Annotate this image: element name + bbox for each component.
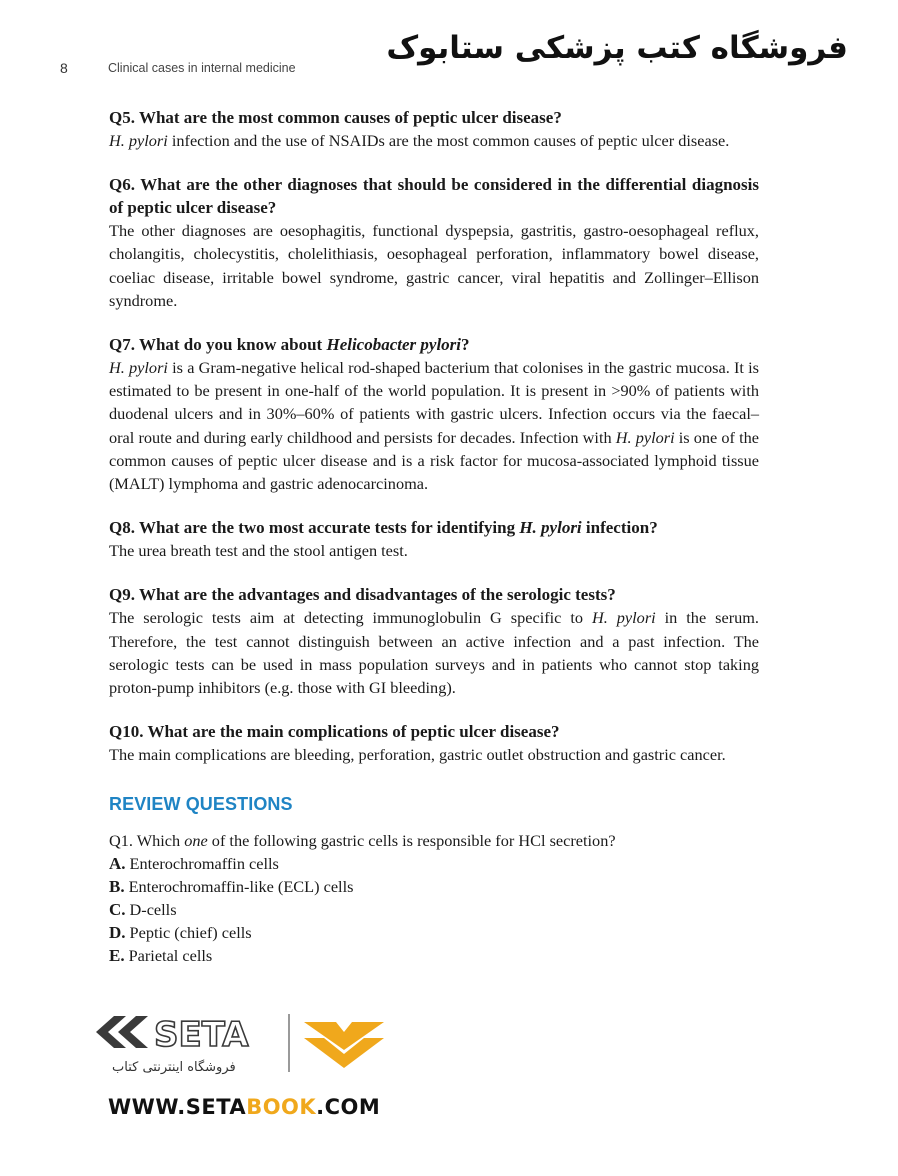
option-letter: C. xyxy=(109,900,126,920)
answer-segment: in the serum. Therefore, the test cannot distinguish between an active infection and a past infection. The serologic tests can be used in mass population surveys and in patients who cannot stop taking proton-pump inhibitors (e.g. those with GI bleeding). xyxy=(109,608,759,698)
question-text xyxy=(109,516,759,539)
stem-suffix: of the following gastric cells is responsible for HCl secretion? xyxy=(207,831,616,851)
question-segment: What are the main complications of peptic ulcer disease? xyxy=(147,722,560,742)
answer-segment: H. pylori xyxy=(109,358,168,378)
answer-text xyxy=(109,606,759,699)
question-text xyxy=(109,720,759,743)
question-segment: What are the most common causes of peptic ulcer disease? xyxy=(138,108,562,127)
answer-text xyxy=(109,539,759,562)
answer-text xyxy=(109,129,759,152)
question-segment: Helicobacter pylori xyxy=(326,335,462,355)
answer-segment: The serologic tests aim at detecting immunoglobulin G specific to xyxy=(109,608,592,628)
option-letter: E. xyxy=(109,946,125,966)
store-url xyxy=(108,1095,380,1119)
qa-item xyxy=(109,720,759,766)
main-content xyxy=(109,106,759,967)
answer-segment: The other diagnoses are oesophagitis, functional dyspepsia, gastritis, gastro-oesophageal reflux, cholangitis, cholecystitis, cholelithiasis, oesophageal perforation, inflammatory bowel disease, coeliac disease, irritable bowel syndrome, gastric cancer, viral hepatitis and Zollinger–Ellison syndrome. xyxy=(109,221,759,310)
answer-segment: H. pylori xyxy=(615,427,675,447)
question-number: Q9. xyxy=(109,585,135,605)
question-text xyxy=(109,106,759,129)
answer-segment: H. pylori xyxy=(109,131,168,150)
url-prefix: WWW.SETA xyxy=(108,1095,247,1119)
answer-text xyxy=(109,219,759,312)
stem-italic: one xyxy=(184,831,208,851)
qa-item xyxy=(109,333,759,495)
question-text xyxy=(109,333,759,356)
logo-tagline: فروشگاه اینترنتی کتاب xyxy=(112,1060,236,1075)
qa-item xyxy=(109,583,759,699)
option-letter: A. xyxy=(109,854,126,874)
question-number: Q7. xyxy=(109,335,135,355)
option-text: Enterochromaffin cells xyxy=(129,854,279,874)
review-question-stem xyxy=(109,829,759,852)
question-number: Q5. xyxy=(109,108,135,127)
answer-segment: H. pylori xyxy=(592,608,656,628)
answer-option xyxy=(109,852,759,875)
answer-option xyxy=(109,921,759,944)
option-text: Peptic (chief) cells xyxy=(129,923,252,943)
url-accent: BOOK xyxy=(246,1095,317,1119)
question-number: Q10. xyxy=(109,722,144,742)
answer-text xyxy=(109,356,759,495)
answer-segment: The urea breath test and the stool antigen test. xyxy=(109,541,408,561)
answer-option xyxy=(109,898,759,921)
setabook-logo xyxy=(92,1010,392,1095)
stem-prefix: Q1. Which xyxy=(109,831,185,851)
qa-list xyxy=(109,106,759,766)
question-text xyxy=(109,173,759,219)
double-chevron-icon xyxy=(96,1016,148,1048)
question-number: Q6. xyxy=(109,175,135,195)
running-title: Clinical cases in internal medicine xyxy=(108,61,296,75)
question-segment: What do you know about xyxy=(138,335,327,355)
page-number: 8 xyxy=(60,60,68,76)
option-letter: B. xyxy=(109,877,125,897)
answer-segment: is a Gram-negative helical rod-shaped bacterium that colonises in the gastric mucosa. It is estimated to be present in one-half of the world population. It is present in >90% of patients with duodenal ulcers and in 30%–60% of patients with gastric ulcers. Infection occurs via the faecal–oral route and during early childhood and persists for decades. Infection with xyxy=(109,358,759,447)
qa-item xyxy=(109,106,759,152)
option-letter: D. xyxy=(109,923,126,943)
answer-segment: is one of the common causes of peptic ulcer disease and is a risk factor for mucosa-associated lymphoid tissue (MALT) lymphoma and gastric adenocarcinoma. xyxy=(109,427,759,494)
question-segment: What are the advantages and disadvantages of the serologic tests? xyxy=(138,585,616,605)
answer-segment: infection and the use of NSAIDs are the most common causes of peptic ulcer disease. xyxy=(167,131,730,150)
logo-divider xyxy=(288,1014,290,1072)
question-segment: What are the other diagnoses that should be considered in the differential diagnosis of peptic ulcer disease? xyxy=(109,175,759,218)
answer-text xyxy=(109,743,759,766)
answer-option xyxy=(109,944,759,967)
qa-item xyxy=(109,173,759,312)
answer-options xyxy=(109,852,759,967)
question-number: Q8. xyxy=(109,518,135,538)
question-segment: H. pylori xyxy=(519,518,582,538)
question-segment: infection? xyxy=(581,518,658,538)
question-segment: ? xyxy=(461,335,470,355)
review-questions-heading: REVIEW QUESTIONS xyxy=(109,794,293,815)
option-text: Enterochromaffin-like (ECL) cells xyxy=(128,877,354,897)
qa-item xyxy=(109,516,759,562)
question-text xyxy=(109,583,759,606)
brand-wordmark: SETA xyxy=(154,1015,249,1055)
url-suffix: .COM xyxy=(316,1095,381,1119)
question-segment: What are the two most accurate tests for identifying xyxy=(138,518,520,538)
answer-option xyxy=(109,875,759,898)
option-text: Parietal cells xyxy=(128,946,213,966)
answer-segment: The main complications are bleeding, perforation, gastric outlet obstruction and gastric cancer. xyxy=(109,745,726,765)
option-text: D-cells xyxy=(129,900,177,920)
store-banner: فروشگاه کتب پزشکی ستابوک xyxy=(386,30,848,66)
